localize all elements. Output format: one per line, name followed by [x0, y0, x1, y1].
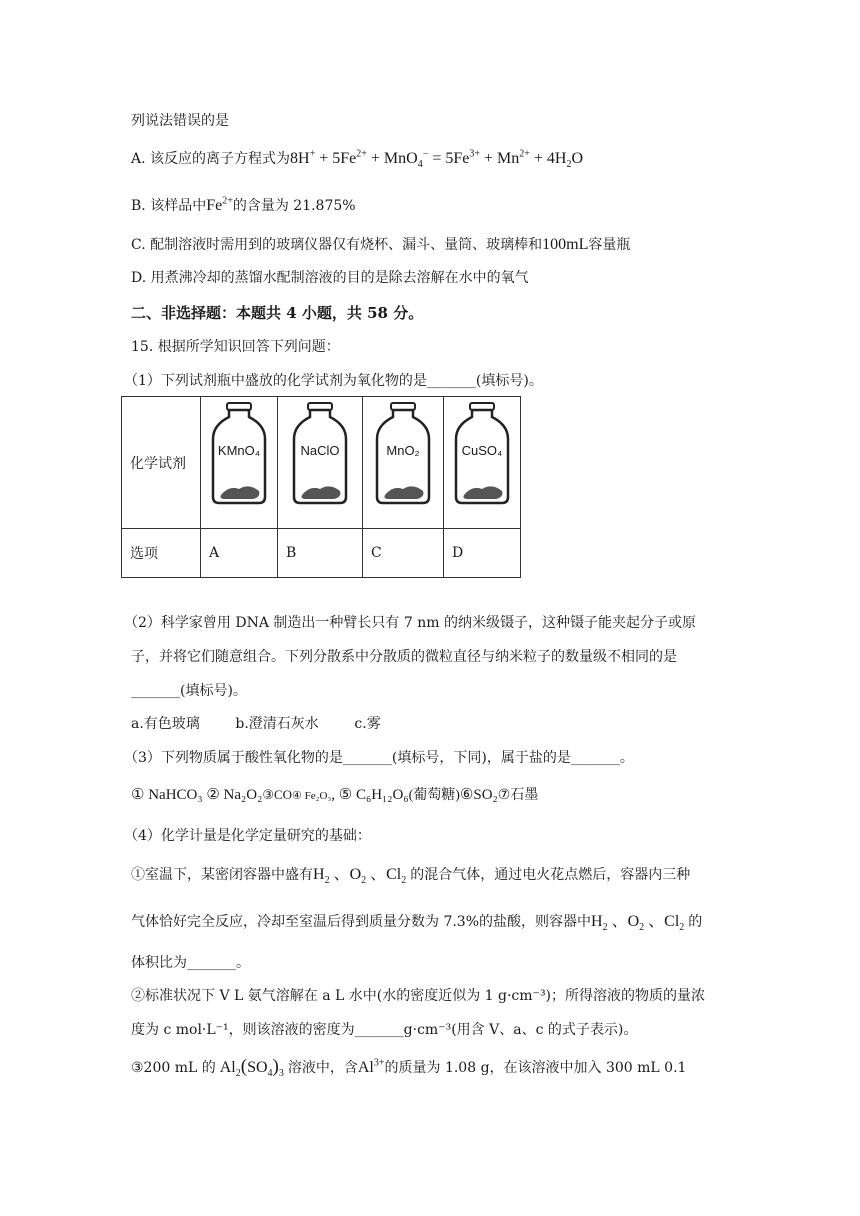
reagent-row-label: 化学试剂 [122, 397, 201, 529]
option-c [131, 235, 630, 255]
question-15-title: 15. 根据所学知识回答下列问题： [131, 339, 340, 355]
q4-1b-end: 的 [688, 914, 703, 930]
substance-4: ④ Fe₂O₃ [292, 790, 332, 802]
option-a [131, 149, 583, 169]
question-15-4: （4）化学计量是化学定量研究的基础： [124, 828, 371, 844]
option-c-text: C. 配制溶液时需用到的玻璃仪器仅有烧杯、漏斗、量筒、玻璃棒和 [131, 237, 543, 253]
reagent-label-b: NaClO [300, 443, 340, 458]
substance-3: ③CO [262, 787, 293, 802]
question-15-2-line3: _______(填标号)。 [131, 683, 247, 699]
question-15-4-2-line1: ②标准状况下 V L 氨气溶解在 a L 水中(水的密度近似为 1 g·cm⁻³)；所得溶液的物质的量浓 [131, 988, 706, 1004]
substance-list: ① NaHCO₃ ② Na₂O₂③CO④ Fe₂O₃, ⑤ C₆H₁₂O₆(葡萄糖)⑥SO₂⑦石墨 [131, 787, 539, 803]
option-c-end: 容量瓶 [588, 237, 631, 253]
reagent-label-a: KMnO₄ [217, 443, 261, 458]
substance-1: ① NaHCO₃ [131, 787, 203, 803]
q4-3a-text: ③200 mL 的 [131, 1060, 216, 1076]
reagent-row [122, 397, 521, 529]
option-c-volume: 100mL [542, 236, 589, 253]
aluminium-sulfate: $Al_2(SO_4)_3$ [215, 1056, 284, 1080]
section-heading: 二、非选择题：本题共 4 小题，共 58 分。 [131, 304, 424, 322]
q4-3a-end: 的质量为 1.08 g，在该溶液中加入 300 mL 0.1 [384, 1060, 687, 1076]
option-b-suffix: 的含量为 21.875% [232, 198, 356, 214]
q4-1b-text: 气体恰好完全反应，冷却至室温后得到质量分数为 7.3%的盐酸，则容器中 [131, 914, 592, 930]
option-row-label: 选项 [122, 529, 201, 578]
option-d: D. 用煮沸冷却的蒸馏水配制溶液的目的是除去溶解在水中的氧气 [131, 270, 529, 286]
option-a-text: A. 该反应的离子方程式为 [131, 151, 291, 167]
gas-list-1: $H_2$ 、$O_2$ 、$Cl_2$ [313, 866, 407, 887]
substance-2: ② Na₂O₂ [206, 787, 263, 803]
q4-3a-mid: 溶液中，含 [287, 1060, 358, 1076]
question-15-4-1-line3: 体积比为_______。 [131, 955, 250, 971]
ionic-equation: $8H^+ + 5Fe^{2+} + MnO_4^- = 5Fe^{3+} + Mn^{2+} + 4H_2O$ [290, 148, 584, 171]
question-stem-tail: 列说法错误的是 [131, 113, 229, 129]
question-15-2-line2: 子，并将它们随意组合。下列分散系中分散质的微粒直径与纳米粒子的数量级不相同的是 [131, 649, 677, 665]
substance-5-note: (葡萄糖) [408, 788, 460, 803]
question-15-2-options: a.有色玻璃 b.澄清石灰水 c.雾 [131, 716, 381, 732]
reagent-table [121, 396, 521, 578]
option-b [131, 196, 356, 216]
reagent-bottle-b [278, 397, 363, 529]
option-cell-a: A [201, 529, 278, 578]
substance-7: ⑦石墨 [497, 788, 539, 803]
option-b-prefix: B. 该样品中 [131, 198, 207, 214]
substance-5: ⑤ C₆H₁₂O₆ [338, 787, 409, 803]
question-15-1: （1）下列试剂瓶中盛放的化学试剂为氧化物的是_______(填标号)。 [124, 373, 543, 389]
substance-6: ⑥SO₂ [459, 787, 498, 803]
option-row [122, 529, 521, 578]
question-15-4-1-line1 [131, 865, 690, 885]
reagent-bottle-c [363, 397, 444, 529]
reagent-label-d: CuSO₄ [461, 443, 503, 458]
reagent-bottle-a [201, 397, 278, 529]
q4-1a-end: 的混合气体，通过电火花点燃后，容器内三种 [410, 867, 691, 883]
gas-list-2: $H_2$ 、$O_2$ 、$Cl_2$ [591, 913, 685, 934]
reagent-bottle-d [444, 397, 521, 529]
q4-1a-text: ①室温下，某密闭容器中盛有 [131, 867, 313, 883]
reagent-label-c: MnO₂ [386, 443, 420, 458]
option-cell-b: B [278, 529, 363, 578]
question-15-3: （3）下列物质属于酸性氧化物的是_______(填标号，下同)，属于盐的是_______。 [124, 750, 634, 766]
question-15-4-1-line2 [131, 912, 702, 932]
option-cell-d: D [444, 529, 521, 578]
question-15-4-2-line2: 度为 c mol·L⁻¹，则该溶液的密度为_______g·cm⁻³(用含 V、a、c 的式子表示)。 [131, 1022, 638, 1038]
question-15-2-line1: （2）科学家曾用 DNA 制造出一种臂长只有 7 nm 的纳米级镊子，这种镊子能夹起分子或原 [124, 615, 696, 631]
al3-ion: $Al^{3+}$ [357, 1057, 385, 1076]
fe2-ion: $Fe^{2+}$ [206, 195, 233, 214]
question-15-4-3-line1 [131, 1057, 686, 1078]
option-cell-c: C [363, 529, 444, 578]
